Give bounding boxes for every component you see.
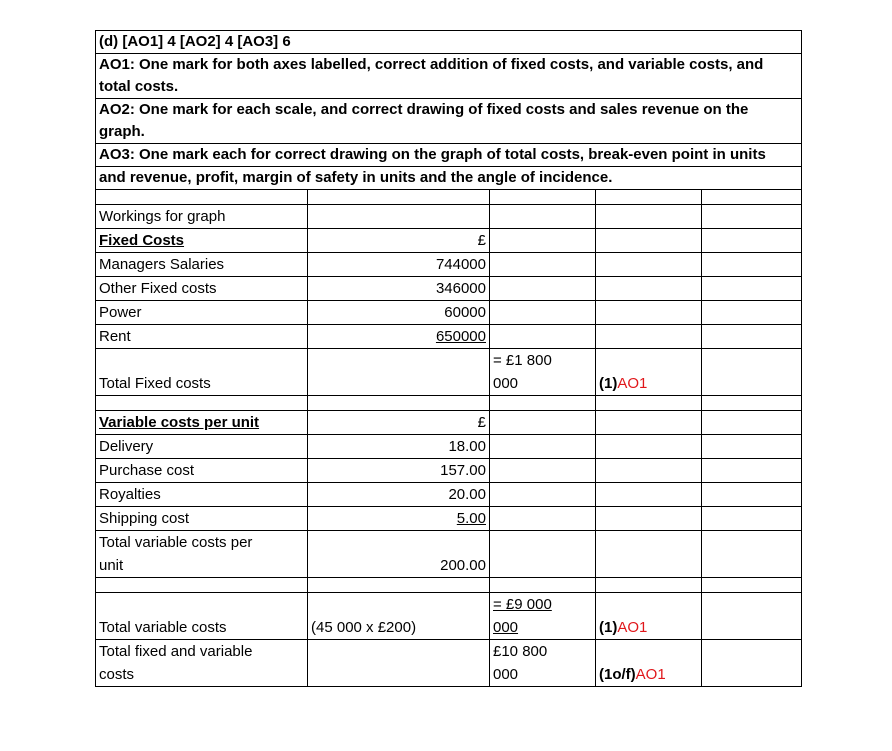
item-value: 60000 bbox=[308, 301, 490, 325]
ao3-criteria-continued: and revenue, profit, margin of safety in units and the angle of incidence. bbox=[96, 167, 802, 190]
item-value: 20.00 bbox=[308, 483, 490, 507]
item-value: 5.00 bbox=[308, 507, 490, 531]
mark-award: (1o/f)AO1 bbox=[596, 640, 702, 687]
header-title-row bbox=[96, 31, 802, 54]
total-variable-value: = £9 000 000 bbox=[490, 593, 596, 640]
ao2-criteria: AO2: One mark for each scale, and correct drawing of fixed costs and sales revenue on the graph. bbox=[96, 99, 802, 144]
table-row bbox=[96, 205, 802, 229]
total-variable-label: Total variable costs bbox=[96, 593, 308, 640]
table-row bbox=[96, 229, 802, 253]
fixed-costs-heading: Fixed Costs bbox=[96, 229, 308, 253]
item-value: 346000 bbox=[308, 277, 490, 301]
table-row bbox=[96, 253, 802, 277]
item-value: 157.00 bbox=[308, 459, 490, 483]
total-variable-unit-label: Total variable costs per unit bbox=[96, 531, 308, 578]
question-title: (d) [AO1] 4 [AO2] 4 [AO3] 6 bbox=[96, 31, 802, 54]
spacer-row bbox=[96, 190, 802, 205]
ao1-criteria: AO1: One mark for both axes labelled, correct addition of fixed costs, and variable costs, and total costs. bbox=[96, 54, 802, 99]
item-value: 18.00 bbox=[308, 435, 490, 459]
ao2-row bbox=[96, 99, 802, 144]
mark-award: (1)AO1 bbox=[596, 349, 702, 396]
table-row bbox=[96, 277, 802, 301]
item-label: Shipping cost bbox=[96, 507, 308, 531]
item-label: Power bbox=[96, 301, 308, 325]
currency-label: £ bbox=[308, 229, 490, 253]
ao3b-row bbox=[96, 167, 802, 190]
item-label: Rent bbox=[96, 325, 308, 349]
table-row bbox=[96, 411, 802, 435]
mark-scheme-table bbox=[95, 30, 802, 687]
total-fixed-variable-value: £10 800 000 bbox=[490, 640, 596, 687]
total-variable-unit-value: 200.00 bbox=[308, 531, 490, 578]
table-row bbox=[96, 301, 802, 325]
total-variable-row bbox=[96, 593, 802, 640]
item-label: Delivery bbox=[96, 435, 308, 459]
item-value: 650000 bbox=[308, 325, 490, 349]
item-value: 744000 bbox=[308, 253, 490, 277]
workings-label: Workings for graph bbox=[96, 205, 308, 229]
currency-label: £ bbox=[308, 411, 490, 435]
table-row bbox=[96, 435, 802, 459]
item-label: Other Fixed costs bbox=[96, 277, 308, 301]
mark-scheme-sheet bbox=[95, 30, 801, 687]
ao3-criteria: AO3: One mark each for correct drawing on the graph of total costs, break-even point in units bbox=[96, 144, 802, 167]
total-fixed-variable-row bbox=[96, 640, 802, 687]
total-fixed-variable-label: Total fixed and variable costs bbox=[96, 640, 308, 687]
total-fixed-row bbox=[96, 349, 802, 396]
spacer-row bbox=[96, 396, 802, 411]
ao1-row bbox=[96, 54, 802, 99]
ao3-row bbox=[96, 144, 802, 167]
total-variable-calc: (45 000 x £200) bbox=[308, 593, 490, 640]
spacer-row bbox=[96, 578, 802, 593]
item-label: Managers Salaries bbox=[96, 253, 308, 277]
item-label: Royalties bbox=[96, 483, 308, 507]
table-row bbox=[96, 507, 802, 531]
table-row bbox=[96, 483, 802, 507]
mark-award: (1)AO1 bbox=[596, 593, 702, 640]
variable-costs-heading: Variable costs per unit bbox=[96, 411, 308, 435]
table-row bbox=[96, 459, 802, 483]
total-variable-unit-row bbox=[96, 531, 802, 578]
total-fixed-label: Total Fixed costs bbox=[96, 349, 308, 396]
table-row bbox=[96, 325, 802, 349]
item-label: Purchase cost bbox=[96, 459, 308, 483]
total-fixed-value: = £1 800 000 bbox=[490, 349, 596, 396]
